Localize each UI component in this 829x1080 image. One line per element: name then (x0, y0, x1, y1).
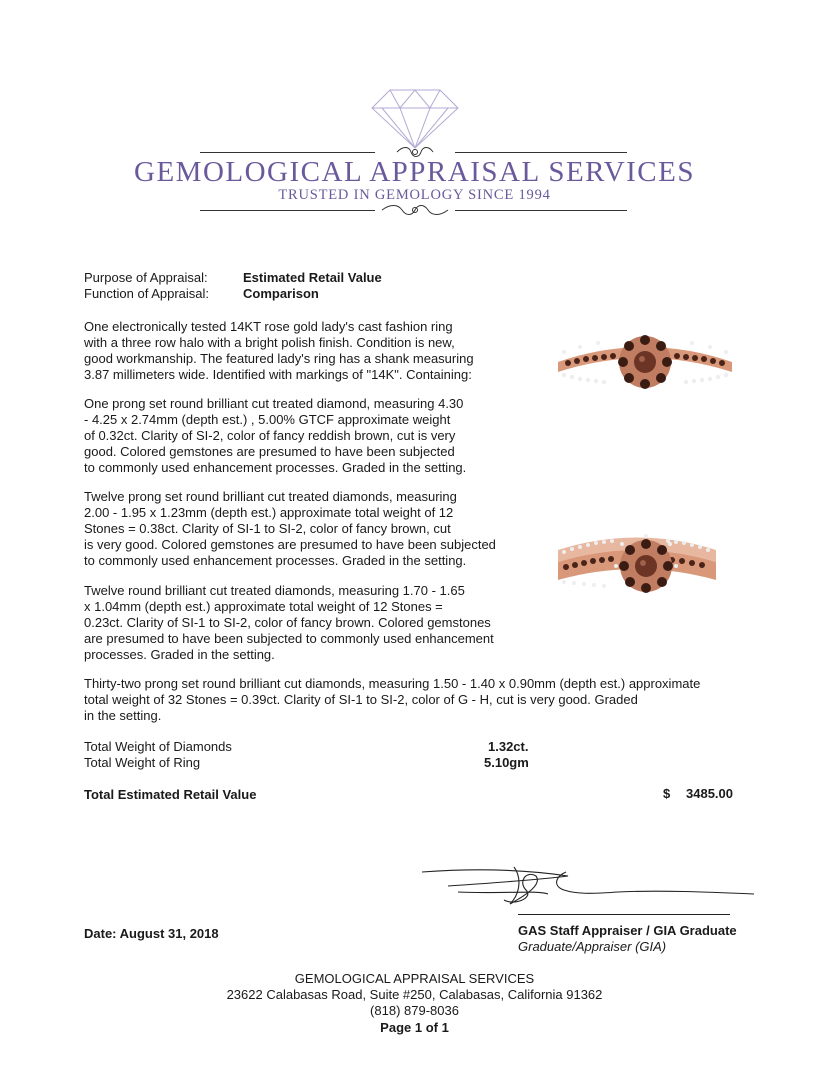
ring-photo-front (550, 322, 740, 402)
purpose-value: Estimated Retail Value (243, 270, 382, 285)
header-rule-bottom-right (455, 210, 627, 211)
ring-photo-angled (552, 520, 722, 605)
total-diamonds-label: Total Weight of Diamonds (84, 739, 232, 754)
purpose-label: Purpose of Appraisal: (84, 270, 208, 285)
shank-stones-paragraph: Twelve round brilliant cut treated diamonds, measuring 1.70 - 1.65 x 1.04mm (depth est.) approximate total weight of 12 Stones = 0.23ct. Clarity of SI-1 to SI-2, color of fancy brown. Colored gemstones are presumed to have been subjected to commonly used enhancement processes. Graded in the setting. (84, 583, 494, 662)
org-title: GEMOLOGICAL APPRAISAL SERVICES (134, 156, 695, 188)
total-ring-label: Total Weight of Ring (84, 755, 201, 770)
center-stone-paragraph: One prong set round brilliant cut treated diamond, measuring 4.30 - 4.25 x 2.74mm (depth est.) , 5.00% GTCF approximate weight of 0.32ct. Clarity of SI-2, color of fancy reddish brown, cut is very good. Colored gemstones are presumed to have been subjected to commonly used enhancement processes. Graded in the setting. (84, 396, 467, 475)
signature-line (518, 914, 730, 915)
retail-value-amount: 3485.00 (686, 786, 733, 801)
footer-org: GEMOLOGICAL APPRAISAL SERVICES (294, 971, 535, 986)
total-ring-value: 5.10gm (484, 755, 529, 770)
halo-stones-paragraph: Twelve prong set round brilliant cut treated diamonds, measuring 2.00 - 1.95 x 1.23mm (depth est.) approximate total weight of 12 Stones = 0.38ct. Clarity of SI-1 to SI-2, color of fancy brown, cut is very good. Colored gemstones are presumed to have been subjected to commonly used enhancement processes. Graded in the setting. (84, 489, 496, 568)
header-rule-bottom (200, 210, 375, 211)
white-diamonds-paragraph: Thirty-two prong set round brilliant cut diamonds, measuring 1.50 - 1.40 x 0.90mm (depth est.) approximate total weight of 32 Stones = 0.39ct. Clarity of SI-1 to SI-2, color of G - H, cut is very good. Graded in the setting. (84, 676, 701, 723)
page-number: Page 1 of 1 (380, 1020, 449, 1035)
flourish-bottom-icon (380, 203, 450, 217)
retail-value-label: Total Estimated Retail Value (84, 787, 257, 802)
currency-symbol: $ (663, 786, 671, 801)
org-tagline: TRUSTED IN GEMOLOGY SINCE 1994 (278, 187, 551, 203)
footer-address: 23622 Calabasas Road, Suite #250, Calabasas, California 91362 (226, 987, 603, 1002)
footer-phone: (818) 879-8036 (370, 1003, 459, 1018)
function-label: Function of Appraisal: (84, 286, 210, 301)
appraiser-signature (418, 864, 758, 918)
header-rule-top (200, 152, 375, 153)
appraisal-date: Date: August 31, 2018 (84, 926, 219, 941)
appraiser-subtitle: Graduate/Appraiser (GIA) (518, 939, 667, 954)
header-rule-top-right (455, 152, 627, 153)
appraiser-title: GAS Staff Appraiser / GIA Graduate (518, 923, 737, 938)
description-paragraph: One electronically tested 14KT rose gold lady's cast fashion ring with a three row halo with a bright polish finish. Condition is new, good workmanship. The featured lady's ring has a shank measuring 3.87 millimeters wide. Identified with markings of "14K". Containing: (84, 319, 474, 382)
total-diamonds-value: 1.32ct. (488, 739, 529, 754)
function-value: Comparison (243, 286, 319, 301)
diamond-logo-icon (370, 88, 460, 150)
